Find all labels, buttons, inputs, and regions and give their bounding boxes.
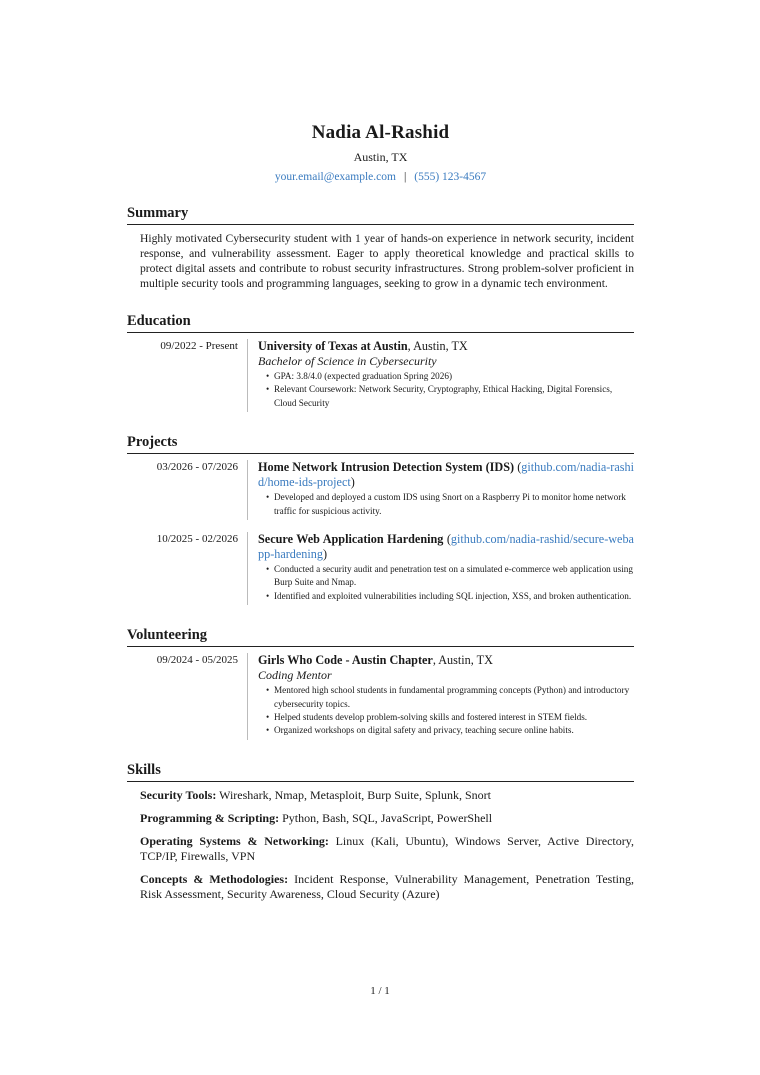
skill-label: Programming & Scripting: — [140, 810, 280, 825]
education-entry — [127, 339, 634, 412]
entry-body — [247, 532, 634, 605]
skill-value: Linux (Kali, Ubuntu), Windows Server, Active Directory, TCP/IP, Firewalls, VPN — [140, 833, 634, 863]
list-item: • GPA: 3.8/4.0 (expected graduation Spring 2026) — [266, 370, 634, 383]
skill-value: Incident Response, Vulnerability Management, Penetration Testing, Risk Assessment, Security Awareness, Cloud Security (Azure) — [140, 871, 635, 901]
resume-header — [127, 122, 634, 183]
skill-label: Security Tools: — [140, 787, 217, 802]
entry-bullets — [258, 684, 634, 738]
volunteering-entry — [127, 653, 634, 740]
skill-row — [140, 788, 634, 803]
projects-section — [127, 434, 634, 605]
skill-row — [140, 811, 634, 826]
skill-value: Wireshark, Nmap, Metasploit, Burp Suite, Splunk, Snort — [216, 787, 491, 802]
page-number: 1 / 1 — [370, 985, 390, 997]
resume-page — [127, 120, 634, 902]
summary-text: Highly motivated Cybersecurity student with 1 year of hands-on experience in network security, incident response, and vulnerability assessment. Eager to apply theoretical knowledge and practical skills to protect digital assets and contribute to robust security infrastructures. Strong problem-solver proficient in multiple security tools and programming languages, seeking to grow in a dynamic tech environment. — [140, 232, 634, 290]
organization-name: Girls Who Code - Austin Chapter — [258, 653, 433, 668]
phone-link[interactable]: (555) 123-4567 — [414, 171, 487, 183]
volunteering-heading: Volunteering — [127, 627, 634, 647]
volunteering-section — [127, 627, 634, 740]
entry-body — [247, 339, 634, 412]
entry-title — [258, 339, 634, 354]
contact-separator: | — [403, 171, 407, 183]
entry-body — [247, 653, 634, 740]
project-entry — [127, 532, 634, 605]
project-name: Secure Web Application Hardening — [258, 532, 444, 547]
paren-open: ( — [443, 532, 451, 547]
entry-bullets — [258, 370, 634, 410]
candidate-location: Austin, TX — [353, 150, 408, 164]
summary-section — [127, 205, 634, 291]
institution-name: University of Texas at Austin — [258, 339, 408, 353]
project-entry — [127, 460, 634, 520]
paren-close: ) — [322, 547, 328, 562]
skill-row — [140, 834, 634, 864]
skill-label: Operating Systems & Networking: — [140, 833, 329, 848]
project-name: Home Network Intrusion Detection System (IDS) — [258, 460, 515, 475]
summary-heading: Summary — [127, 205, 634, 225]
skills-heading: Skills — [127, 762, 634, 782]
entry-title — [258, 653, 634, 668]
candidate-name: Nadia Al-Rashid — [311, 122, 450, 143]
entry-body — [247, 460, 634, 520]
projects-heading: Projects — [127, 434, 634, 454]
project-link[interactable]: github.com/nadia-rashid/home-ids-project — [258, 460, 635, 490]
entry-date: 09/2024 - 05/2025 — [156, 654, 238, 667]
list-item: • Helped students develop problem-solving skills and fostered interest in STEM fields. — [266, 711, 634, 724]
list-item: • Relevant Coursework: Network Security, Cryptography, Ethical Hacking, Digital Forensics, Cloud Security — [266, 383, 634, 410]
project-link[interactable]: github.com/nadia-rashid/secure-webapp-hardening — [258, 532, 634, 562]
entry-date: 09/2022 - Present — [160, 340, 238, 352]
contact-line — [127, 171, 634, 183]
organization-location: , Austin, TX — [432, 653, 493, 668]
list-item: • Organized workshops on digital safety and privacy, teaching secure online habits. — [266, 724, 634, 737]
skills-section — [127, 762, 634, 902]
skill-label: Concepts & Methodologies: — [140, 871, 289, 886]
email-link[interactable]: your.email@example.com — [274, 171, 396, 183]
entry-date: 10/2025 - 02/2026 — [156, 533, 238, 546]
entry-title — [258, 460, 634, 490]
role-name: Coding Mentor — [258, 668, 332, 683]
entry-bullets — [258, 563, 634, 603]
education-section — [127, 313, 634, 412]
paren-open: ( — [514, 460, 522, 475]
entry-bullets — [258, 491, 634, 518]
entry-date: 03/2026 - 07/2026 — [156, 461, 238, 474]
skill-value: Python, Bash, SQL, JavaScript, PowerShell — [279, 810, 493, 825]
skill-row — [140, 872, 634, 902]
degree-name: Bachelor of Science in Cybersecurity — [258, 354, 437, 368]
entry-title — [258, 532, 634, 562]
education-heading: Education — [127, 313, 634, 333]
list-item: • Identified and exploited vulnerabilities including SQL injection, XSS, and broken authentication. — [266, 590, 634, 603]
institution-location: , Austin, TX — [407, 339, 468, 353]
list-item: • Developed and deployed a custom IDS using Snort on a Raspberry Pi to monitor home network traffic for suspicious activity. — [266, 491, 634, 518]
paren-close: ) — [350, 475, 355, 490]
skills-list — [127, 788, 634, 902]
list-item: • Mentored high school students in fundamental programming concepts (Python) and introductory cybersecurity topics. — [266, 684, 634, 711]
list-item: • Conducted a security audit and penetration test on a simulated e-commerce web application using Burp Suite and Nmap. — [266, 563, 634, 590]
